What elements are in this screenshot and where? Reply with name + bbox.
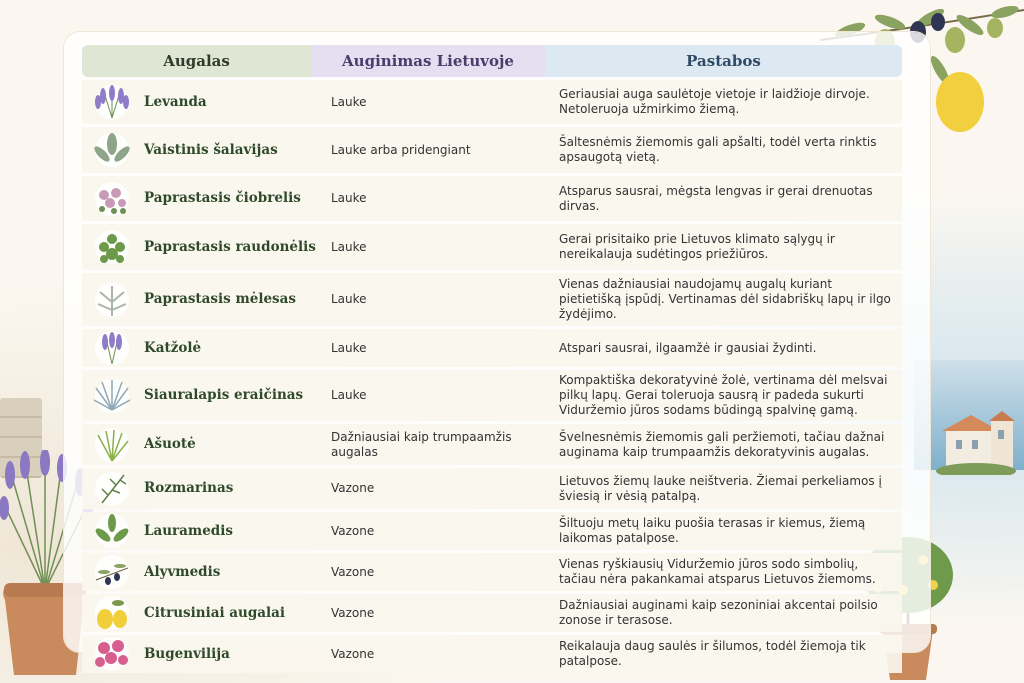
thyme-icon <box>90 180 134 218</box>
table-row <box>82 635 902 673</box>
plant-cell <box>82 553 311 591</box>
growing-cell: Lauke arba pridengiant <box>311 127 545 173</box>
notes-cell: Gerai prisitaiko prie Lietuvos klimato sąlygų ir nereikalauja sudėtingos priežiūros. <box>545 224 902 270</box>
growing-cell: Lauke <box>311 329 545 367</box>
table-row <box>82 512 902 550</box>
plant-cell <box>82 424 311 465</box>
growing-cell: Vazone <box>311 594 545 632</box>
plant-cell <box>82 273 311 326</box>
growing-cell: Vazone <box>311 468 545 509</box>
oregano-icon <box>90 228 134 266</box>
table-row <box>82 594 902 632</box>
notes-cell: Vienas ryškiausių Viduržemio jūros sodo simbolių, tačiau nėra pakankamai atsparus Lietuvos žiemoms. <box>545 553 902 591</box>
notes-cell: Šaltesnėmis žiemomis gali apšalti, todėl verta rinktis apsaugotą vietą. <box>545 127 902 173</box>
table-body <box>82 80 902 673</box>
lavender-icon <box>90 83 134 121</box>
plant-cell <box>82 635 311 673</box>
growing-cell: Lauke <box>311 176 545 221</box>
wormwood-icon <box>90 281 134 319</box>
table-header-row <box>82 45 902 77</box>
plant-cell <box>82 512 311 550</box>
plant-cell <box>82 468 311 509</box>
growing-cell: Lauke <box>311 80 545 124</box>
notes-cell: Vienas dažniausiai naudojamų augalų kuriant pietietišką įspūdį. Vertinamas dėl sidabriškų lapų ir ilgo žydėjimo. <box>545 273 902 326</box>
growing-cell: Lauke <box>311 224 545 270</box>
growing-cell: Vazone <box>311 553 545 591</box>
notes-cell: Dažniausiai auginami kaip sezoniniai akcentai poilsio zonose ir terasose. <box>545 594 902 632</box>
rosemary-icon <box>90 470 134 508</box>
plant-name: Vaistinis šalavijas <box>144 141 278 158</box>
notes-cell: Atsparus sausrai, mėgsta lengvas ir gerai drenuotas dirvas. <box>545 176 902 221</box>
notes-cell: Atspari sausrai, ilgaamžė ir gausiai žydinti. <box>545 329 902 367</box>
header-plant: Augalas <box>82 45 311 77</box>
table-row <box>82 424 902 465</box>
header-growing: Auginimas Lietuvoje <box>311 45 545 77</box>
bougainvillea-icon <box>90 635 134 673</box>
grass-icon <box>90 426 134 464</box>
plant-name: Paprastasis raudonėlis <box>144 238 316 255</box>
table-row <box>82 553 902 591</box>
laurel-icon <box>90 512 134 550</box>
plant-name: Alyvmedis <box>144 563 221 580</box>
sage-icon <box>90 131 134 169</box>
table-row <box>82 80 902 124</box>
plant-name: Levanda <box>144 93 207 110</box>
plant-cell <box>82 176 311 221</box>
blue-fescue-icon <box>90 377 134 415</box>
olive-icon <box>90 553 134 591</box>
plant-name: Bugenvilija <box>144 645 230 662</box>
catmint-icon <box>90 329 134 367</box>
notes-cell: Kompaktiška dekoratyvinė žolė, vertinama dėl melsvai pilkų lapų. Gerai toleruoja sausrą ir padeda sukurti Viduržemio jūros sodams būdingą spalvinę gamą. <box>545 370 902 421</box>
growing-cell: Vazone <box>311 635 545 673</box>
plant-cell <box>82 370 311 421</box>
table-row <box>82 176 902 221</box>
table-row <box>82 370 902 421</box>
growing-cell: Lauke <box>311 370 545 421</box>
notes-cell: Reikalauja daug saulės ir šilumos, todėl žiemoja tik patalpose. <box>545 635 902 673</box>
villa-illustration <box>936 395 1016 475</box>
table-row <box>82 273 902 326</box>
notes-cell: Šiltuoju metų laiku puošia terasas ir kiemus, žiemą laikomas patalpose. <box>545 512 902 550</box>
table-row <box>82 224 902 270</box>
plant-cell <box>82 127 311 173</box>
notes-cell: Lietuvos žiemų lauke neištveria. Žiemai perkeliamos į šviesią ir vėsią patalpą. <box>545 468 902 509</box>
table-row <box>82 329 902 367</box>
plant-name: Paprastasis mėlesas <box>144 291 296 307</box>
plant-name: Siauralapis eraičinas <box>144 387 304 403</box>
plant-name: Katžolė <box>144 339 202 356</box>
notes-cell: Švelnesnėmis žiemomis gali peržiemoti, tačiau dažnai auginama kaip trumpaamžis dekoratyvinis augalas. <box>545 424 902 465</box>
plant-name: Rozmarinas <box>144 480 234 496</box>
plant-name: Paprastasis čiobrelis <box>144 190 301 206</box>
plant-cell <box>82 224 316 270</box>
lemon-icon <box>90 594 134 632</box>
plant-name: Citrusiniai augalai <box>144 604 286 621</box>
plant-cell <box>82 329 311 367</box>
plant-cell <box>82 594 311 632</box>
growing-cell: Vazone <box>311 512 545 550</box>
notes-cell: Geriausiai auga saulėtoje vietoje ir laidžioje dirvoje. Netoleruoja užmirkimo žiemą. <box>545 80 902 124</box>
table-row <box>82 127 902 173</box>
plants-table <box>82 42 902 676</box>
plant-name: Ašuotė <box>144 436 196 452</box>
table-row <box>82 468 902 509</box>
plant-cell <box>82 80 311 124</box>
plant-name: Lauramedis <box>144 522 233 539</box>
header-notes: Pastabos <box>545 45 902 77</box>
growing-cell: Dažniausiai kaip trumpaamžis augalas <box>311 424 545 465</box>
growing-cell: Lauke <box>311 273 545 326</box>
